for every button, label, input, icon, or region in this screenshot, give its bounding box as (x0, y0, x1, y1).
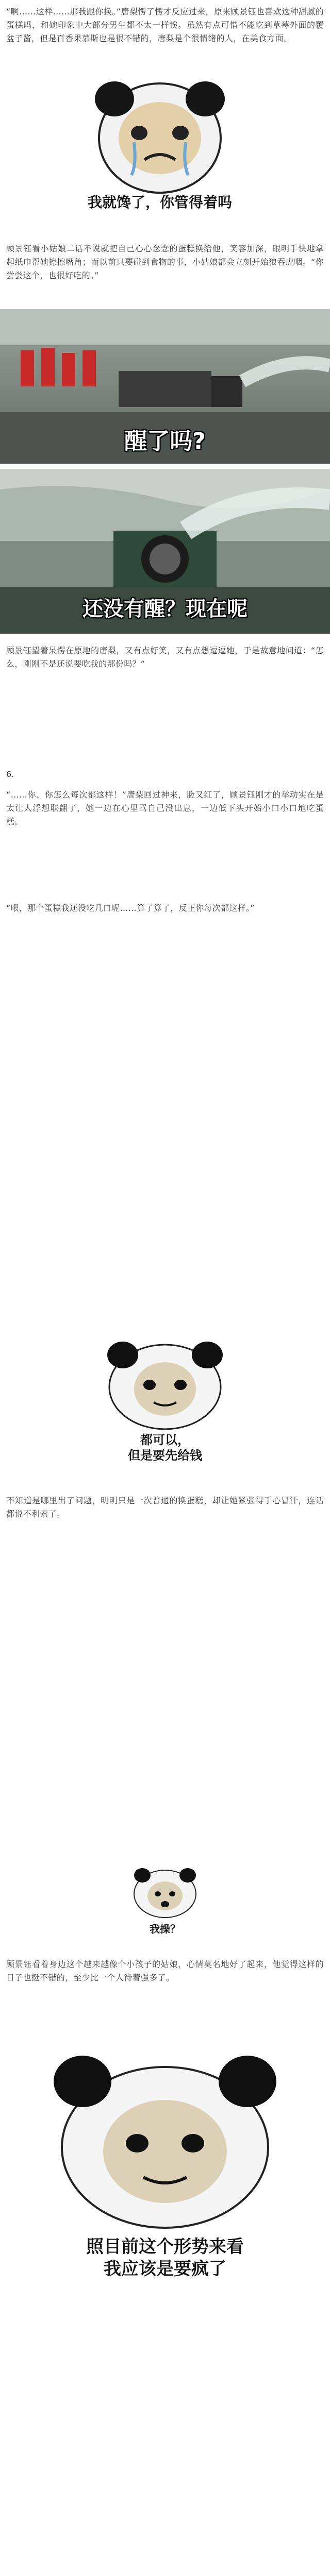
meme-image (46, 77, 273, 222)
article-paragraph: “啊……这样……那我跟你换。”唐梨愣了愣才反应过来，原来顾景钰也喜欢这种甜腻的蛋糕吗，和她印象中大部分男生都不太一样诶。虽然有点可惜不能吃到草莓外面的覆盆子酱，但是百香果慕斯也是很不错的，唐梨是个很情绪的人，在美食方面。 (6, 7, 324, 43)
article-paragraph: 不知道是哪里出了问题，明明只是一次普通的换蛋糕，却让她紧张得手心冒汗，连话都说不利索了。 (6, 1496, 324, 1519)
street-photo (0, 309, 330, 464)
article-paragraph: 顾景钰望着呆愣在原地的唐梨，又有点好笑，又有点想逗逗她，于是故意地问道：“怎么，刚刚不是还说要吃我的那份吗？” (6, 646, 324, 669)
article-paragraph: 顾景钰看小姑娘二话不说就把自己心心念念的蛋糕换给他，笑容加深，眼明手快地拿起纸巾帮她擦擦嘴角；而以前只要碰到食物的事，小姑娘都会立刻开始狼吞虎咽。“你尝尝这个，也很好吃的。” (6, 244, 324, 280)
article-paragraph: “……你、你怎么每次都这样！”唐梨回过神来，脸又红了，顾景钰刚才的举动实在是太让人浮想联翩了，她一边在心里骂自己没出息，一边低下头开始小口小口地吃蛋糕。 (6, 790, 324, 826)
meme-image (0, 2056, 330, 2293)
meme-caption: 照目前这个形势来看 我应该是要疯了 (86, 2236, 244, 2279)
meme-caption: 我就馋了，你管得着吗 (87, 194, 232, 211)
photo-caption: 还没有醒？现在呢 (82, 597, 248, 621)
crying-panda-meme-icon (46, 77, 273, 196)
panda-face-meme-icon (82, 1340, 248, 1432)
street-photo (0, 469, 330, 634)
chapter-marker: 6. (6, 769, 14, 779)
article-paragraph: 顾景钰看着身边这个越来越像个小孩子的姑娘，心情莫名地好了起来，他觉得这样的日子也挺不错的，至少比一个人待着强多了。 (6, 1959, 324, 1982)
large-panda-meme-icon (0, 2056, 330, 2231)
article-paragraph: “喂，那个蛋糕我还没吃几口呢……算了算了，反正你每次都这样。” (6, 903, 255, 913)
photo-caption: 醒了吗? (124, 428, 206, 454)
meme-caption: 我操？ (150, 1923, 180, 1935)
small-panda-meme-icon (124, 1865, 206, 1922)
meme-image (82, 1340, 248, 1473)
meme-image (124, 1865, 206, 1942)
meme-caption: 都可以， 但是要先给钱 (128, 1433, 202, 1463)
